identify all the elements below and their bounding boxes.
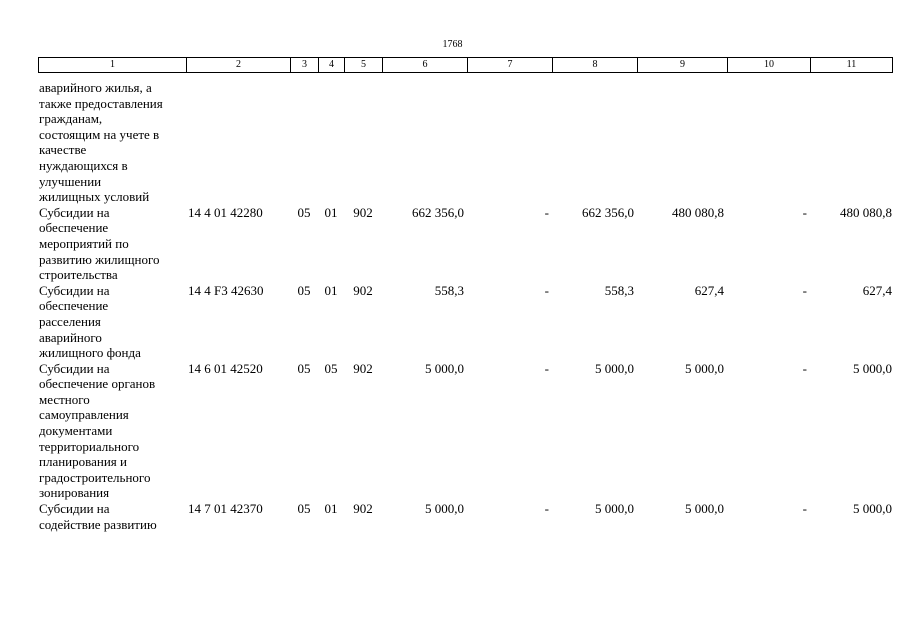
row-value-11: 5 000,0 bbox=[853, 501, 892, 517]
row-value-10 bbox=[727, 80, 810, 205]
row-value-11: 627,4 bbox=[862, 282, 892, 298]
row-value-7: - bbox=[544, 360, 549, 376]
row-pr bbox=[318, 80, 344, 205]
column-header-2: 2 bbox=[187, 58, 291, 73]
row-value-9: 5 000,0 bbox=[685, 360, 724, 376]
row-value-10: - bbox=[802, 282, 807, 298]
table-row bbox=[38, 501, 892, 532]
row-grbs: 902 bbox=[353, 204, 373, 220]
row-code: 14 7 01 42370 bbox=[188, 501, 263, 517]
row-code bbox=[186, 80, 290, 205]
table-row bbox=[38, 361, 892, 501]
row-grbs: 902 bbox=[353, 282, 373, 298]
row-name: Субсидии на обеспечение расселения аварийного жилищного фонда bbox=[39, 282, 141, 361]
row-grbs: 902 bbox=[353, 360, 373, 376]
row-code: 14 4 F3 42630 bbox=[188, 282, 264, 298]
table-row bbox=[38, 205, 892, 283]
column-header-5: 5 bbox=[345, 58, 383, 73]
table-row bbox=[38, 80, 892, 205]
column-header-11: 11 bbox=[811, 58, 893, 73]
row-value-10: - bbox=[802, 501, 807, 517]
row-value-8: 558,3 bbox=[604, 282, 634, 298]
column-header-7: 7 bbox=[468, 58, 553, 73]
row-grbs: 902 bbox=[353, 501, 373, 517]
row-code: 14 4 01 42280 bbox=[188, 204, 263, 220]
row-name: Субсидии на обеспечение органов местного самоуправления документами территориального планирования и градостроительного зонирования bbox=[39, 360, 156, 501]
row-value-7: - bbox=[544, 204, 549, 220]
row-value-8: 5 000,0 bbox=[595, 501, 634, 517]
row-rz: 05 bbox=[297, 360, 311, 376]
row-value-10: - bbox=[802, 204, 807, 220]
row-value-9: 627,4 bbox=[694, 282, 724, 298]
row-value-6: 558,3 bbox=[434, 282, 464, 298]
column-header-6: 6 bbox=[383, 58, 468, 73]
row-grbs bbox=[344, 80, 382, 205]
row-value-7: - bbox=[544, 501, 549, 517]
column-header-10: 10 bbox=[728, 58, 811, 73]
row-value-9: 480 080,8 bbox=[672, 204, 724, 220]
column-header-9: 9 bbox=[638, 58, 728, 73]
row-rz: 05 bbox=[297, 204, 311, 220]
row-pr: 05 bbox=[324, 360, 338, 376]
row-value-8 bbox=[552, 80, 637, 205]
row-rz: 05 bbox=[297, 501, 311, 517]
row-value-11: 480 080,8 bbox=[840, 204, 892, 220]
row-value-6: 5 000,0 bbox=[425, 501, 464, 517]
row-rz bbox=[290, 80, 318, 205]
column-header-1: 1 bbox=[39, 58, 187, 73]
column-header-4: 4 bbox=[319, 58, 345, 73]
table-row bbox=[38, 283, 892, 361]
row-value-6: 662 356,0 bbox=[412, 204, 464, 220]
row-value-8: 5 000,0 bbox=[595, 360, 634, 376]
row-value-9 bbox=[637, 80, 727, 205]
row-value-8: 662 356,0 bbox=[582, 204, 634, 220]
row-pr: 01 bbox=[324, 501, 338, 517]
row-value-11 bbox=[810, 80, 892, 205]
row-pr: 01 bbox=[324, 204, 338, 220]
row-name: аварийного жилья, а также предоставления гражданам, состоящим на учете в качестве нуждающихся в улучшении жилищных условий bbox=[39, 80, 163, 205]
row-value-7 bbox=[467, 80, 552, 205]
row-value-9: 5 000,0 bbox=[685, 501, 724, 517]
column-header-8: 8 bbox=[553, 58, 638, 73]
column-header-3: 3 bbox=[291, 58, 319, 73]
row-value-6 bbox=[382, 80, 467, 205]
budget-table-body bbox=[38, 80, 892, 532]
row-code: 14 6 01 42520 bbox=[188, 360, 263, 376]
row-value-10: - bbox=[802, 360, 807, 376]
row-value-11: 5 000,0 bbox=[853, 360, 892, 376]
row-rz: 05 bbox=[297, 282, 311, 298]
row-pr: 01 bbox=[324, 282, 338, 298]
row-name: Субсидии на обеспечение мероприятий по развитию жилищного строительства bbox=[39, 204, 160, 283]
row-value-6: 5 000,0 bbox=[425, 360, 464, 376]
page-number: 1768 bbox=[442, 39, 463, 50]
row-value-7: - bbox=[544, 282, 549, 298]
row-name: Субсидии на содействие развитию bbox=[39, 501, 157, 532]
column-number-header bbox=[38, 57, 893, 73]
